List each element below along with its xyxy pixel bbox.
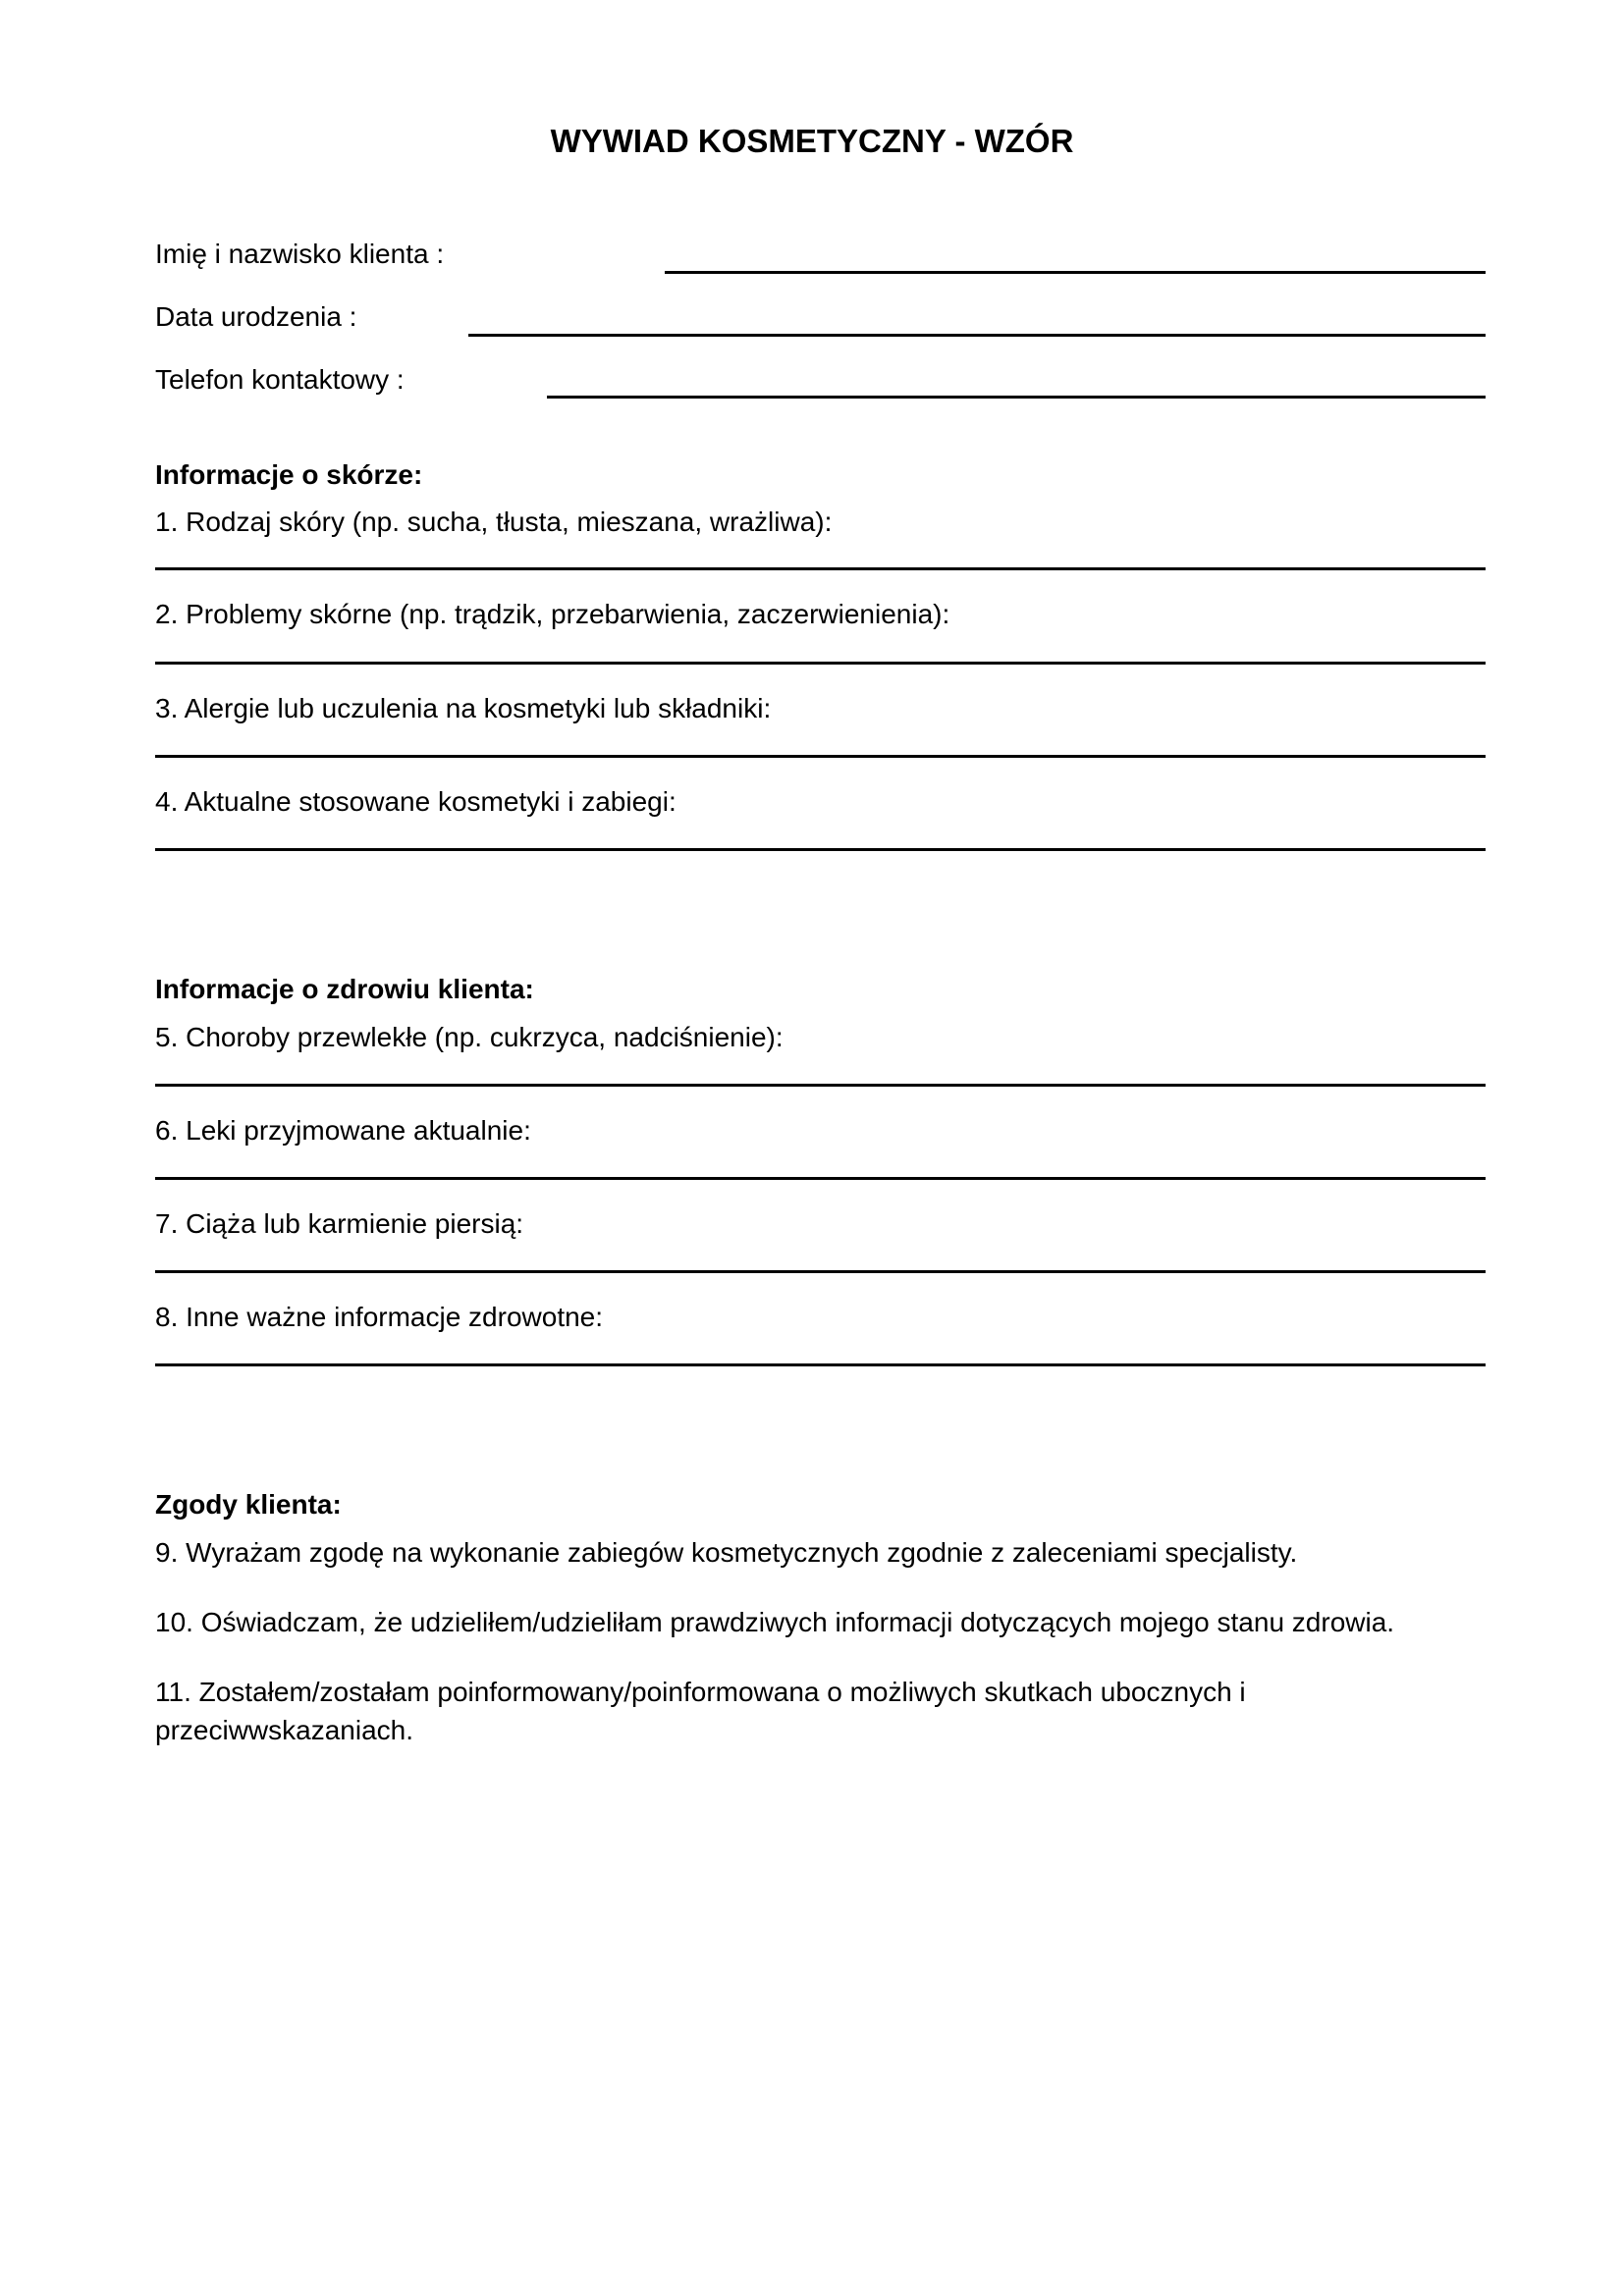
question-skin-type: 1. Rodzaj skóry (np. sucha, tłusta, mieszana, wrażliwa): bbox=[155, 507, 833, 537]
birthdate-field[interactable] bbox=[468, 334, 1486, 337]
consent-truthful-info: 10. Oświadczam, że udzieliłem/udzieliłam prawdziwych informacji dotyczących mojego stanu zdrowia. bbox=[155, 1607, 1395, 1637]
phone-label: Telefon kontaktowy : bbox=[155, 364, 405, 395]
client-name-field[interactable] bbox=[665, 271, 1486, 274]
answer-line-current-cosmetics[interactable] bbox=[155, 848, 1486, 851]
question-allergies: 3. Alergie lub uczulenia na kosmetyki lub składniki: bbox=[155, 693, 772, 723]
consent-side-effects-line2: przeciwwskazaniach. bbox=[155, 1715, 413, 1745]
question-other-health-info: 8. Inne ważne informacje zdrowotne: bbox=[155, 1302, 604, 1332]
question-pregnancy: 7. Ciąża lub karmienie piersią: bbox=[155, 1208, 524, 1239]
question-current-cosmetics: 4. Aktualne stosowane kosmetyki i zabiegi: bbox=[155, 786, 677, 817]
answer-line-allergies[interactable] bbox=[155, 755, 1486, 758]
phone-field[interactable] bbox=[547, 396, 1486, 399]
answer-line-skin-problems[interactable] bbox=[155, 662, 1486, 665]
birthdate-label: Data urodzenia : bbox=[155, 301, 357, 332]
question-medications: 6. Leki przyjmowane aktualnie: bbox=[155, 1115, 531, 1146]
consent-treatment: 9. Wyrażam zgodę na wykonanie zabiegów kosmetycznych zgodnie z zaleceniami specjalisty. bbox=[155, 1537, 1298, 1568]
answer-line-medications[interactable] bbox=[155, 1177, 1486, 1180]
skin-section-heading: Informacje o skórze: bbox=[155, 459, 423, 490]
client-name-label: Imię i nazwisko klienta : bbox=[155, 239, 445, 269]
answer-line-other-health-info[interactable] bbox=[155, 1363, 1486, 1366]
question-skin-problems: 2. Problemy skórne (np. trądzik, przebarwienia, zaczerwienienia): bbox=[155, 599, 950, 629]
question-chronic-diseases: 5. Choroby przewlekłe (np. cukrzyca, nadciśnienie): bbox=[155, 1022, 784, 1052]
consent-section-heading: Zgody klienta: bbox=[155, 1489, 342, 1520]
answer-line-pregnancy[interactable] bbox=[155, 1270, 1486, 1273]
consent-side-effects-line1: 11. Zostałem/zostałam poinformowany/poinformowana o możliwych skutkach ubocznych i bbox=[155, 1677, 1246, 1707]
health-section-heading: Informacje o zdrowiu klienta: bbox=[155, 974, 534, 1004]
answer-line-chronic-diseases[interactable] bbox=[155, 1084, 1486, 1087]
page-title: WYWIAD KOSMETYCZNY - WZÓR bbox=[550, 123, 1074, 159]
answer-line-skin-type[interactable] bbox=[155, 567, 1486, 570]
